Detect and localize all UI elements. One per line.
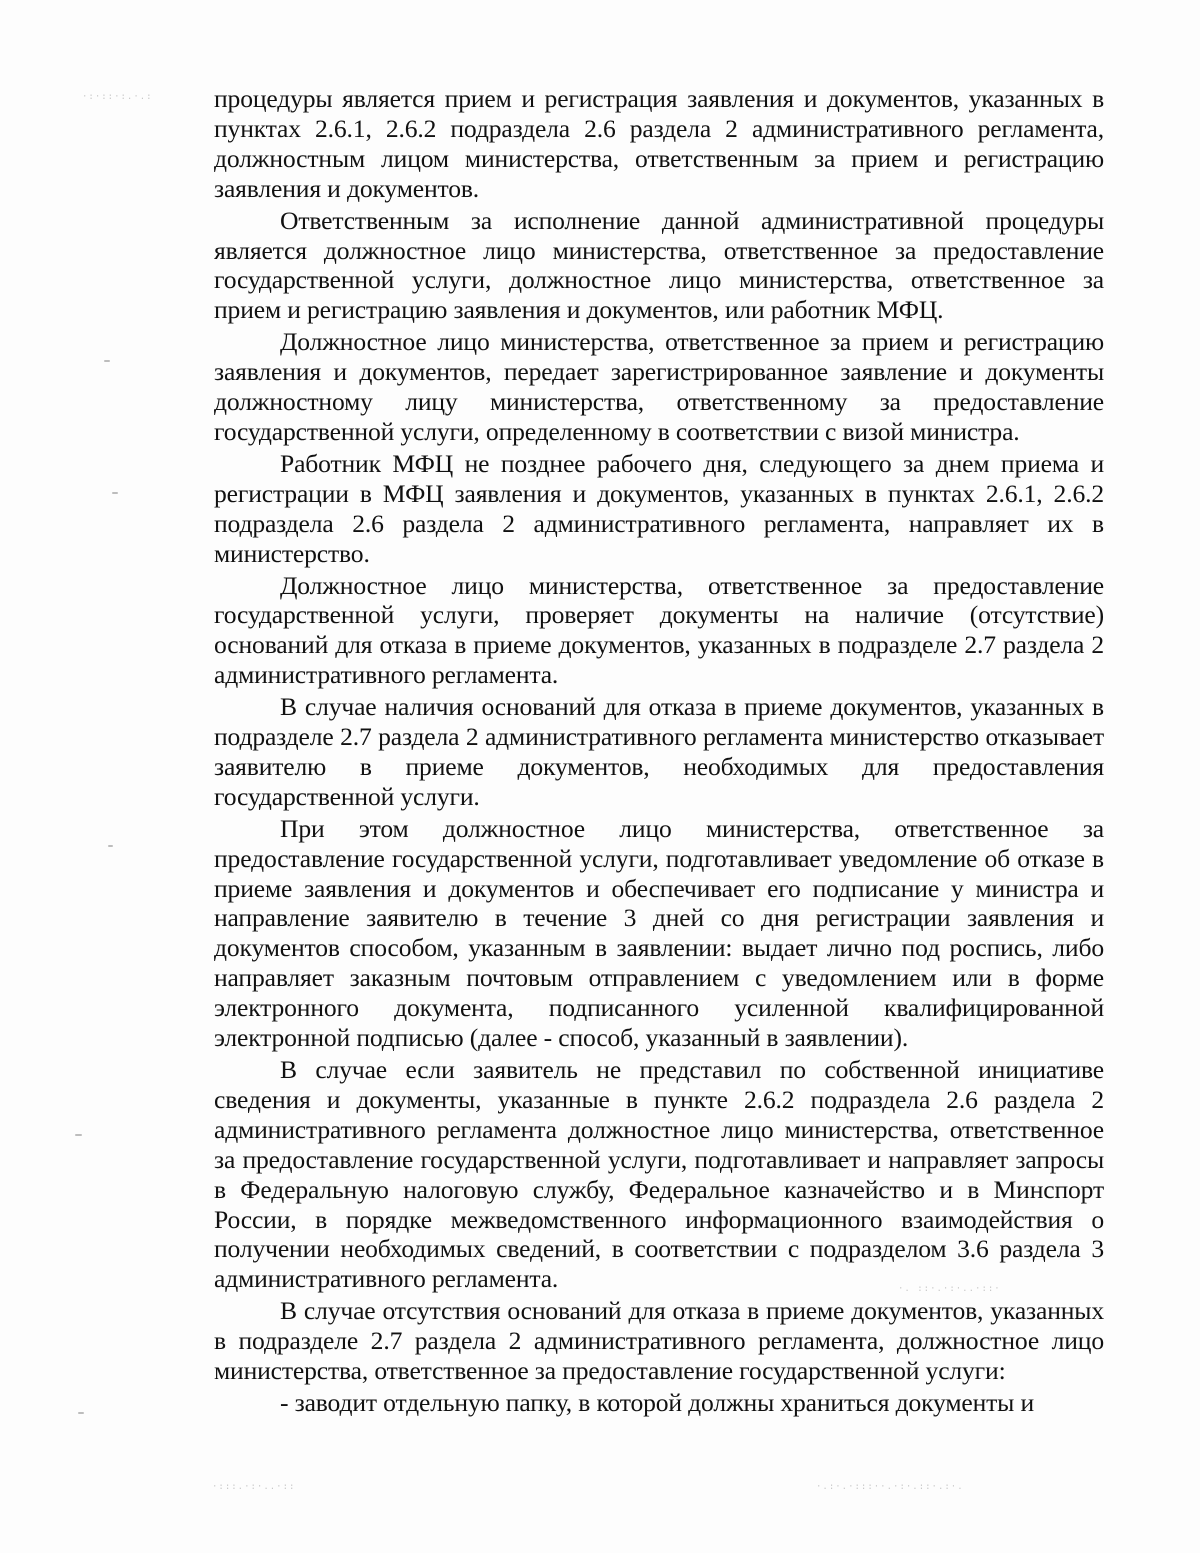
paragraph: Ответственным за исполнение данной административной процедуры является должностное лицо министерства, ответственное за предоставление государственной услуги, должностное лицо министерства, ответственное за прием и регистрацию заявления и документов, или работник МФЦ. bbox=[214, 205, 1104, 325]
scan-noise bbox=[108, 845, 113, 847]
paragraph: В случае если заявитель не представил по собственной инициативе сведения и документы, указанные в пункте 2.6.2 подраздела 2.6 раздела 2 административного регламента должностное лицо министерства, ответственное за предоставление государственной услуги, подготавливает и направляет запросы в Федеральную налоговую службу, Федеральное казначейство и в Минспорт России, в порядке межведомственного информационного взаимодействия о получении необходимых сведений, в соответствии с подразделом 3.6 раздела 3 административного регламента. bbox=[214, 1055, 1104, 1294]
scan-noise bbox=[112, 492, 118, 494]
paragraph: процедуры является прием и регистрация заявления и документов, указанных в пунктах 2.6.1, 2.6.2 подраздела 2.6 раздела 2 административного регламента, должностным лицом министерства, ответственным за прием и регистрацию заявления и документов. bbox=[214, 84, 1104, 203]
paragraph: Должностное лицо министерства, ответственное за предоставление государственной услуги, проверяет документы на наличие (отсутствие) оснований для отказа в приеме документов, указанных в подразделе 2.7 раздела 2 административного регламента. bbox=[214, 570, 1104, 690]
scan-noise: ·. ::·.·:·..·::· bbox=[898, 1284, 1001, 1294]
paragraph: В случае наличия оснований для отказа в приеме документов, указанных в подразделе 2.7 раздела 2 административного регламента министерство отказывает заявителю в приеме документов, необходимых для предоставления государственной услуги. bbox=[214, 692, 1104, 811]
scan-noise: ·:::.·:·..·:: bbox=[212, 1482, 296, 1492]
paragraph: При этом должностное лицо министерства, ответственное за предоставление государственной услуги, подготавливает уведомление об отказе в приеме заявления и документов и обеспечивает его подписание у министра и направление заявителю в течение 3 дней со дня регистрации заявления и документов способом, указанным в заявлении: выдает лично под роспись, либо направляет заказным почтовым отправлением с уведомлением или в форме электронного документа, подписанного усиленной квалифицированной электронной подписью (далее - способ, указанный в заявлении). bbox=[214, 813, 1104, 1053]
document-body bbox=[214, 84, 1104, 1420]
scan-noise: ·.:·.·:::··.·:·.::·.:·. bbox=[816, 1482, 964, 1492]
paragraph: Должностное лицо министерства, ответственное за прием и регистрацию заявления и документов, передает зарегистрированное заявление и документы должностному лицу министерства, ответственному за предоставление государственной услуги, определенному в соответствии с визой министра. bbox=[214, 327, 1104, 446]
paragraph: Работник МФЦ не позднее рабочего дня, следующего за днем приема и регистрации в МФЦ заявления и документов, указанных в пунктах 2.6.1, 2.6.2 подраздела 2.6 раздела 2 административного регламента, направляет их в министерство. bbox=[214, 448, 1104, 568]
scan-noise bbox=[78, 1412, 84, 1414]
scan-noise: ·:·::·:.·.: bbox=[82, 92, 153, 102]
scan-noise bbox=[104, 360, 110, 362]
scan-noise bbox=[75, 1134, 82, 1136]
paragraph: В случае отсутствия оснований для отказа в приеме документов, указанных в подразделе 2.7 раздела 2 административного регламента, должностное лицо министерства, ответственное за предоставление государственной услуги: bbox=[214, 1296, 1104, 1386]
paragraph: - заводит отдельную папку, в которой должны храниться документы и bbox=[280, 1387, 1035, 1417]
